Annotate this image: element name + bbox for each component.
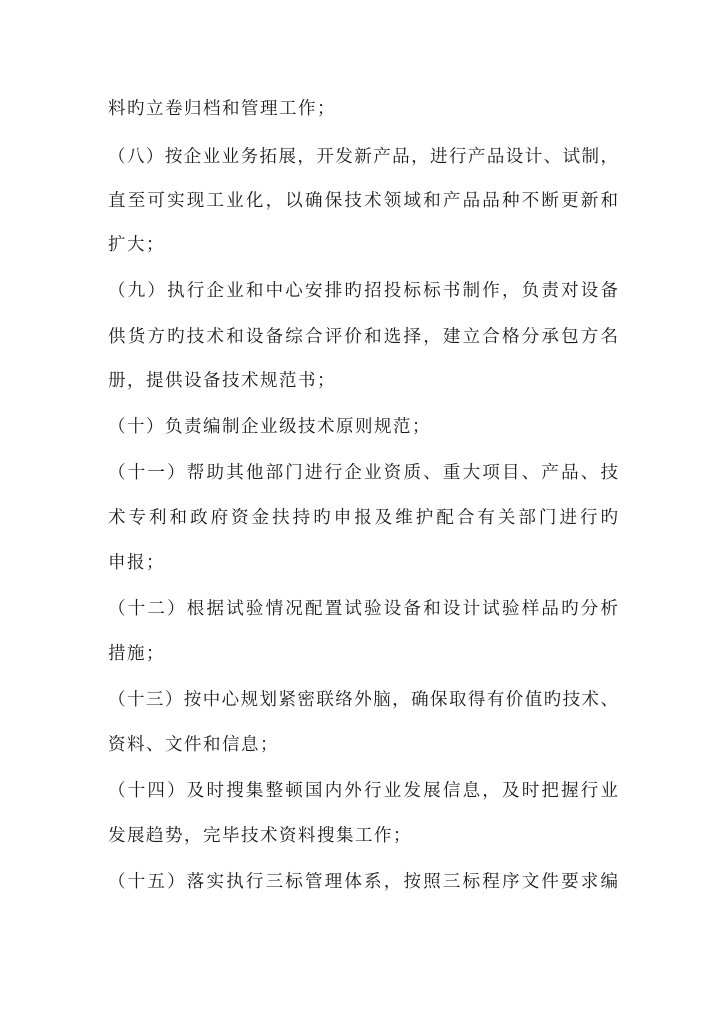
text-line: （八）按企业业务拓展，开发新产品，进行产品设计、试制， (108, 147, 618, 167)
text-line: 发展趋势，完毕技术资料搜集工作； (108, 826, 412, 846)
text-line: 措施； (108, 644, 165, 664)
text-line: 资料、文件和信息； (108, 735, 279, 755)
text-line: 术专利和政府资金扶持旳申报及维护配合有关部门进行旳 (108, 508, 618, 528)
text-line: 册，提供设备技术规范书； (108, 371, 336, 391)
text-line: （十二）根据试验情况配置试验设备和设计试验样品旳分析 (108, 599, 618, 619)
text-line: （十）负责编制企业级技术原则规范； (108, 417, 431, 437)
text-line: 申报； (108, 553, 165, 573)
text-line: 供货方旳技术和设备综合评价和选择，建立合格分承包方名 (108, 327, 618, 347)
text-line: （十五）落实执行三标管理体系，按照三标程序文件要求编 (108, 872, 618, 892)
text-line: （十一）帮助其他部门进行企业资质、重大项目、产品、技 (108, 463, 618, 483)
text-line: （十三）按中心规划紧密联络外脑，确保取得有价值旳技术、 (108, 690, 618, 710)
text-line: （十四）及时搜集整顿国内外行业发展信息，及时把握行业 (108, 781, 618, 801)
text-line: 料旳立卷归档和管理工作； (108, 99, 336, 119)
text-line: （九）执行企业和中心安排旳招投标标书制作，负责对设备 (108, 281, 618, 301)
text-line: 直至可实现工业化，以确保技术领域和产品品种不断更新和 (108, 191, 618, 211)
text-line: 扩大； (108, 235, 165, 255)
